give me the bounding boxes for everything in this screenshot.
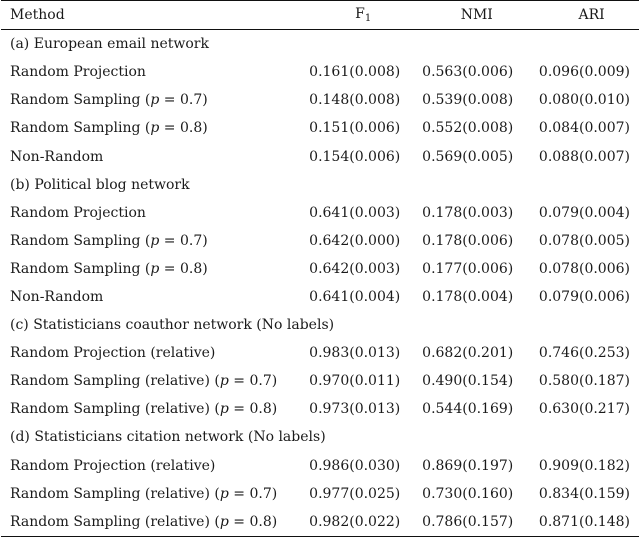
nmi-cell: 0.869(0.197) [422, 457, 514, 474]
f1-cell: 0.982(0.022) [309, 513, 401, 530]
header-f1-subscript: 1 [364, 12, 372, 24]
section-title: (b) Political blog network [10, 176, 190, 193]
ari-cell: 0.630(0.217) [538, 401, 630, 418]
f1-cell: 0.151(0.006) [309, 120, 401, 137]
ari-cell: 0.078(0.005) [538, 232, 630, 249]
ari-cell: 0.580(0.187) [538, 373, 630, 390]
method-cell [1, 339, 277, 367]
p-parameter: (p = 0.8) [140, 120, 208, 137]
results-table-container [1, 0, 639, 535]
method-cell [1, 199, 277, 227]
table-row [1, 114, 639, 142]
p-value: 0.7 [249, 485, 272, 502]
ari-cell: 0.088(0.007) [538, 148, 630, 165]
p-value: 0.8 [249, 513, 272, 530]
nmi-cell: 0.178(0.004) [422, 288, 514, 305]
method-name: Non-Random [10, 288, 104, 305]
ari-cell: 0.080(0.010) [538, 92, 630, 109]
p-symbol: p [219, 485, 229, 502]
p-parameter: (p = 0.8) [209, 513, 278, 530]
p-parameter: (p = 0.8) [140, 260, 208, 277]
method-name: Random Sampling (relative) [10, 485, 210, 502]
table-row [1, 199, 639, 227]
nmi-cell: 0.544(0.169) [422, 401, 514, 418]
p-symbol: p [150, 232, 160, 249]
method-name: Non-Random [10, 148, 104, 165]
header-f1-base: F [355, 5, 365, 22]
header-f1 [277, 1, 409, 30]
method-cell [1, 114, 277, 142]
method-cell [1, 367, 277, 395]
ari-cell: 0.871(0.148) [538, 513, 630, 530]
header-row [1, 1, 639, 30]
nmi-cell: 0.786(0.157) [422, 513, 514, 530]
method-name: Random Sampling (relative) [10, 513, 210, 530]
method-name: Random Projection (relative) [10, 345, 216, 362]
nmi-cell: 0.682(0.201) [422, 345, 514, 362]
table-body [1, 30, 639, 537]
p-parameter: (p = 0.7) [209, 373, 278, 390]
method-name: Random Sampling [10, 232, 141, 249]
ari-cell: 0.746(0.253) [538, 345, 630, 362]
method-cell [1, 480, 277, 508]
method-cell [1, 86, 277, 114]
table-header [1, 1, 639, 30]
table-row [1, 367, 639, 395]
p-value: 0.8 [179, 120, 203, 137]
section-header-row [1, 311, 639, 339]
table-row [1, 452, 639, 480]
method-cell [1, 227, 277, 255]
ari-cell: 0.084(0.007) [538, 120, 630, 137]
ari-cell: 0.079(0.006) [538, 288, 630, 305]
nmi-cell: 0.178(0.006) [422, 232, 514, 249]
method-name: Random Sampling (relative) [10, 401, 210, 418]
p-value: 0.7 [179, 232, 203, 249]
method-name: Random Sampling [10, 260, 141, 277]
ari-cell: 0.834(0.159) [538, 485, 630, 502]
nmi-cell: 0.569(0.005) [422, 148, 514, 165]
results-table [1, 0, 639, 537]
table-row [1, 255, 639, 283]
f1-cell: 0.161(0.008) [309, 64, 401, 81]
section-title: (d) Statisticians citation network (No labels) [10, 429, 326, 446]
f1-cell: 0.983(0.013) [309, 345, 401, 362]
table-row [1, 480, 639, 508]
table-row [1, 283, 639, 311]
method-cell [1, 508, 277, 537]
ari-cell: 0.078(0.006) [538, 260, 630, 277]
ari-cell: 0.079(0.004) [538, 204, 630, 221]
section-header-row [1, 423, 639, 451]
header-nmi: NMI [460, 7, 493, 24]
p-value: 0.8 [249, 401, 272, 418]
header-method: Method [10, 7, 65, 24]
ari-cell: 0.096(0.009) [538, 64, 630, 81]
method-name: Random Projection (relative) [10, 457, 216, 474]
nmi-cell: 0.177(0.006) [422, 260, 514, 277]
section-title: (a) European email network [10, 36, 209, 53]
header-ari: ARI [578, 7, 605, 24]
f1-cell: 0.642(0.000) [309, 232, 401, 249]
p-symbol: p [219, 513, 229, 530]
method-cell [1, 283, 277, 311]
method-cell [1, 452, 277, 480]
method-name: Random Projection [10, 64, 146, 81]
p-symbol: p [219, 401, 229, 418]
table-row [1, 339, 639, 367]
p-parameter: (p = 0.7) [140, 232, 208, 249]
section-header-row [1, 30, 639, 59]
p-parameter: (p = 0.7) [209, 485, 278, 502]
p-parameter: (p = 0.7) [140, 92, 208, 109]
nmi-cell: 0.490(0.154) [422, 373, 514, 390]
f1-cell: 0.148(0.008) [309, 92, 401, 109]
ari-cell: 0.909(0.182) [538, 457, 630, 474]
f1-cell: 0.642(0.003) [309, 260, 401, 277]
f1-cell: 0.641(0.004) [309, 288, 401, 305]
method-cell [1, 255, 277, 283]
p-symbol: p [150, 92, 160, 109]
table-row [1, 58, 639, 86]
method-name: Random Sampling [10, 92, 141, 109]
method-cell [1, 142, 277, 170]
f1-cell: 0.973(0.013) [309, 401, 401, 418]
p-value: 0.7 [249, 373, 272, 390]
table-row [1, 227, 639, 255]
method-name: Random Sampling [10, 120, 141, 137]
p-value: 0.8 [179, 260, 203, 277]
method-name: Random Projection [10, 204, 146, 221]
f1-cell: 0.977(0.025) [309, 485, 401, 502]
method-cell [1, 395, 277, 423]
p-symbol: p [219, 373, 229, 390]
p-symbol: p [150, 120, 160, 137]
table-row [1, 508, 639, 537]
section-title: (c) Statisticians coauthor network (No labels) [10, 317, 335, 334]
nmi-cell: 0.539(0.008) [422, 92, 514, 109]
nmi-cell: 0.730(0.160) [422, 485, 514, 502]
f1-cell: 0.986(0.030) [309, 457, 401, 474]
nmi-cell: 0.178(0.003) [422, 204, 514, 221]
table-row [1, 86, 639, 114]
p-value: 0.7 [179, 92, 203, 109]
nmi-cell: 0.552(0.008) [422, 120, 514, 137]
p-symbol: p [150, 260, 160, 277]
f1-cell: 0.154(0.006) [309, 148, 401, 165]
f1-cell: 0.970(0.011) [309, 373, 401, 390]
p-parameter: (p = 0.8) [209, 401, 278, 418]
f1-cell: 0.641(0.003) [309, 204, 401, 221]
section-header-row [1, 171, 639, 199]
table-row [1, 395, 639, 423]
method-name: Random Sampling (relative) [10, 373, 210, 390]
method-cell [1, 58, 277, 86]
nmi-cell: 0.563(0.006) [422, 64, 514, 81]
table-row [1, 142, 639, 170]
